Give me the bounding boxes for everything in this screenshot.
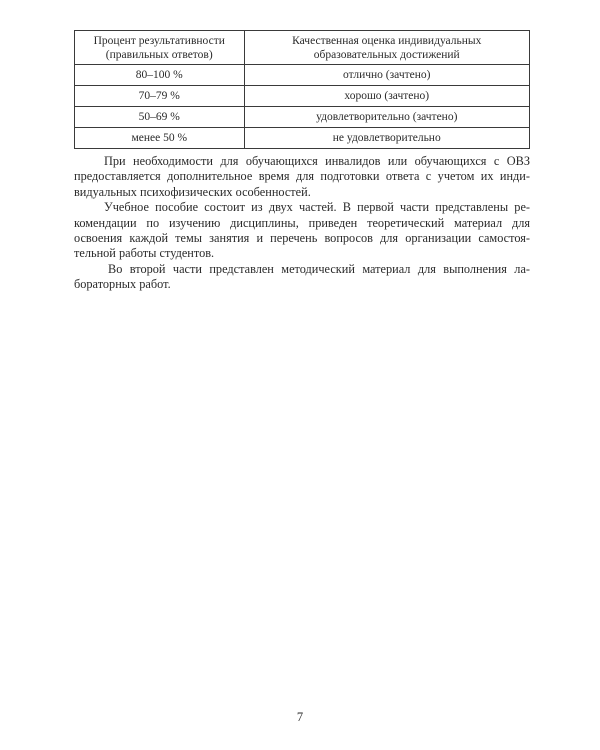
paragraph-structure: [74, 200, 530, 262]
paragraph-line: освоения каждой темы занятия и перечень вопросов для организации самостоя-: [74, 231, 530, 246]
grading-scale-table: [74, 30, 530, 149]
body-text: [74, 154, 530, 293]
table-row: [75, 86, 530, 107]
paragraph-second-part: [74, 262, 530, 293]
paragraph-line: предоставляется дополнительное время для подготовки ответа с учетом их инди-: [74, 169, 530, 184]
paragraph-line: тельной работы студентов.: [74, 246, 215, 261]
table-header-row: [75, 31, 530, 65]
cell-grade: отлично (зачтено): [244, 65, 530, 86]
header-grade: [244, 31, 530, 65]
paragraph-line: Во второй части представлен методический материал для выполнения ла-: [108, 261, 530, 276]
header-percent-line: Процент результативности: [93, 34, 225, 47]
paragraph-line: При необходимости для обучающихся инвалидов или обучающихся с ОВЗ: [104, 154, 530, 168]
paragraph-line: видуальных психофизических особенностей.: [74, 184, 311, 199]
table-row: [75, 128, 530, 149]
cell-percent: 70–79 %: [75, 86, 245, 107]
cell-grade: удовлетворительно (зачтено): [244, 107, 530, 128]
paragraph-line: комендации по изучению дисциплины, приведен теоретический материал для: [74, 215, 530, 230]
cell-percent: менее 50 %: [75, 128, 245, 149]
page-number: 7: [296, 710, 304, 724]
paragraph-ovz: [74, 154, 530, 200]
header-grade-line: Качественная оценка индивидуальных: [292, 34, 482, 47]
table-row: [75, 65, 530, 86]
cell-percent: 80–100 %: [75, 65, 245, 86]
header-percent-line: (правильных ответов): [105, 48, 213, 61]
table-row: [75, 107, 530, 128]
cell-grade: хорошо (зачтено): [244, 86, 530, 107]
cell-grade: не удовлетворительно: [244, 128, 530, 149]
paragraph-line: Учебное пособие состоит из двух частей. В первой части представлены ре-: [104, 200, 530, 215]
paragraph-line: бораторных работ.: [74, 277, 171, 292]
header-percent: [75, 31, 245, 65]
header-grade-line: образовательных достижений: [313, 48, 460, 61]
cell-percent: 50–69 %: [75, 107, 245, 128]
